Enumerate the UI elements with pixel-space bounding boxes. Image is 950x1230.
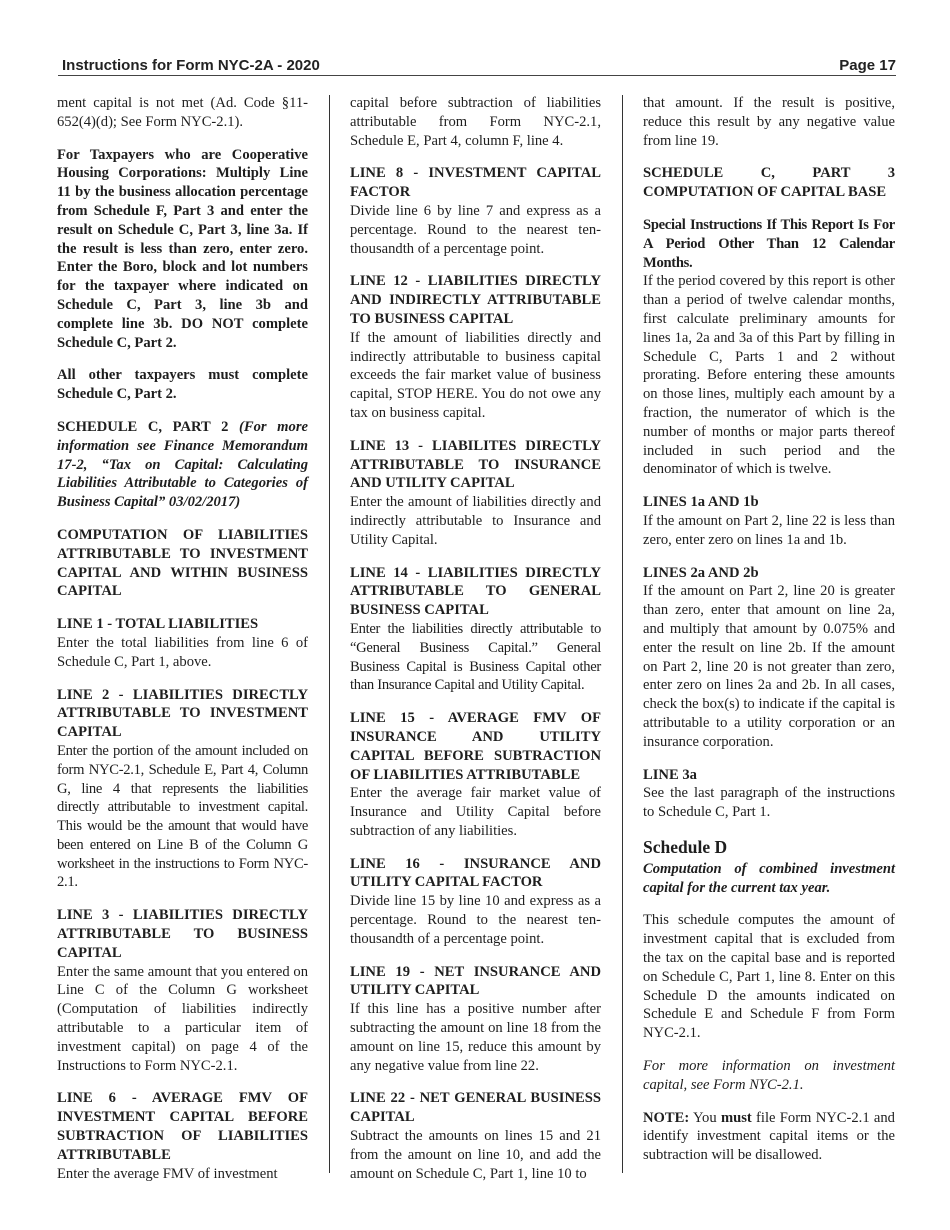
column-2 — [350, 94, 601, 1197]
continued-paragraph: capital before subtraction of liabilities attributable from Form NYC-2.1, Schedule E, Part 4, column F, line 4. — [350, 95, 601, 149]
line2-title: LINE 2 - LIABILITIES DIRECTLY ATTRIBUTABLE TO INVESTMENT CAPITAL — [57, 686, 308, 741]
line13-title: LINE 13 - LIABILITES DIRECTLY ATTRIBUTABLE TO INSURANCE AND UTILITY CAPITAL — [350, 437, 601, 492]
schedule-d-body: This schedule computes the amount of investment capital that is excluded from the tax on the capital base and is reported on Schedule C, Part 1, line 8. Enter on this Schedule D the amounts indicated on Schedule E and Schedule F from Form NYC-2.1. — [643, 912, 895, 1042]
line16-title: LINE 16 - INSURANCE AND UTILITY CAPITAL FACTOR — [350, 855, 601, 891]
line6-body: Enter the average FMV of investment — [57, 1165, 278, 1182]
line3-title: LINE 3 - LIABILITIES DIRECTLY ATTRIBUTABLE TO BUSINESS CAPITAL — [57, 907, 308, 961]
line15-body: Enter the average fair market value of Insurance and Utility Capital before subtraction of any liabilities. — [350, 785, 601, 839]
schedule-c-part2-note: (For more information see Finance Memorandum 17-2, “Tax on Capital: Calculating Liabilities Attributable to Categories of Business Capital” 03/02/2017) — [57, 418, 308, 511]
line16-section — [350, 855, 601, 949]
header-rule — [58, 75, 896, 76]
line16-body: Divide line 15 by line 10 and express as a percentage. Round to the nearest ten-thousandth of a percentage point. — [350, 893, 601, 947]
computation-heading: COMPUTATION OF LIABILITIES ATTRIBUTABLE TO INVESTMENT CAPITAL AND WITHIN BUSINESS CAPITAL — [57, 526, 308, 600]
lines-2a-2b-body: If the amount on Part 2, line 20 is greater than zero, enter that amount on line 2a, and multiply that amount by 0.075% and enter the result on line 2b. If the amount on Part 2, line 20 is not greater than zero, enter zero on lines 2a and 2b. In all cases, check the box(s) to indicate if the capital is attributable to a utility corporation or an insurance corporation. — [643, 583, 895, 750]
line3a-body: See the last paragraph of the instructions to Schedule C, Part 1. — [643, 785, 895, 821]
line3a-title: LINE 3a — [643, 766, 697, 783]
line14-body: Enter the liabilities directly attributable to “General Business Capital.” General Business Capital is Business Capital other than Insurance Capital and Utility Capital. — [350, 620, 601, 694]
schedule-c-part2-intro — [57, 418, 308, 512]
schedule-c-part3-heading: SCHEDULE C, PART 3 COMPUTATION OF CAPITAL BASE — [643, 165, 895, 201]
line22-section — [350, 1089, 601, 1183]
note-must: must — [720, 1109, 752, 1126]
line15-section — [350, 709, 601, 841]
line3a-section — [643, 766, 895, 822]
line6-title: LINE 6 - AVERAGE FMV OF INVESTMENT CAPITAL BEFORE SUBTRACTION OF LIABILITIES ATTRIBUTABLE — [57, 1090, 308, 1163]
line22-body: Subtract the amounts on lines 15 and 21 from the amount on line 10, and add the amount on Schedule C, Part 1, line 10 to — [350, 1128, 601, 1182]
line12-section — [350, 272, 601, 422]
lines-1a-1b-title: LINES 1a AND 1b — [643, 494, 759, 511]
note-label: NOTE: — [643, 1109, 690, 1126]
more-info-note: For more information on investment capital, see Form NYC-2.1. — [643, 1058, 895, 1093]
document-title: Instructions for Form NYC-2A - 2020 — [62, 57, 320, 74]
page-number: Page 17 — [839, 57, 896, 74]
column-divider-2 — [622, 95, 623, 1173]
lines-2a-2b-section — [643, 564, 895, 752]
line2-body: Enter the portion of the amount included on form NYC-2.1, Schedule E, Part 4, Column G, line 4 that represents the liabilities directly attributable to investment capital. This would be the amount that would have been entered on Line B of the Column G worksheet in the instructions to Form NYC-2.1. — [57, 742, 308, 891]
line6-section — [57, 1089, 308, 1183]
line22-title: LINE 22 - NET GENERAL BUSINESS CAPITAL — [350, 1090, 601, 1126]
line1-section — [57, 615, 308, 671]
note-you: You — [692, 1109, 717, 1126]
line8-title: LINE 8 - INVESTMENT CAPITAL FACTOR — [350, 165, 601, 201]
other-taxpayers-note: All other taxpayers must complete Schedule C, Part 2. — [57, 367, 308, 403]
page-header — [62, 57, 896, 74]
line19-title: LINE 19 - NET INSURANCE AND UTILITY CAPITAL — [350, 963, 601, 999]
column-1 — [57, 94, 308, 1197]
line12-body: If the amount of liabilities directly and indirectly attributable to business capital exceeds the fair market value of business capital, STOP HERE. You do not owe any tax on business capital. — [350, 329, 601, 421]
line8-section — [350, 164, 601, 258]
note-rest: file Form NYC-2.1 and identify investment capital items or the subtraction will be disallowed. — [643, 1109, 895, 1164]
schedule-c-part2-title: SCHEDULE C, PART 2 — [57, 418, 229, 435]
line8-body: Divide line 6 by line 7 and express as a percentage. Round to the nearest ten-thousandth of a percentage point. — [350, 202, 601, 257]
line19-section — [350, 963, 601, 1076]
special-instructions-body: If the period covered by this report is other than a period of twelve calendar months, first calculate preliminary amounts for lines 1a, 2a and 3a of this Part by filling in Schedule C, Parts 1 and 2 without prorating. Before entering these amounts on those lines, multiply each amount by a fraction, the numerator of which is the number of months or major parts thereof included in such period and the denominator of which is twelve. — [643, 273, 895, 478]
line19-body: If this line has a positive number after subtracting the amount on line 18 from the amount on line 15, reduce this amount by any negative value from line 22. — [350, 1001, 601, 1074]
line1-title: LINE 1 - TOTAL LIABILITIES — [57, 616, 259, 633]
column-3 — [643, 94, 895, 1179]
schedule-d-title: Schedule D — [643, 836, 728, 857]
line3-section — [57, 906, 308, 1075]
lines-1a-1b-section — [643, 493, 895, 549]
line2-section — [57, 686, 308, 893]
lines-2a-2b-title: LINES 2a AND 2b — [643, 564, 759, 581]
continued-paragraph: that amount. If the result is positive, reduce this result by any negative value from line 19. — [643, 95, 895, 149]
line13-section — [350, 437, 601, 550]
column-divider-1 — [329, 95, 330, 1173]
line14-title: LINE 14 - LIABILITIES DIRECTLY ATTRIBUTABLE TO GENERAL BUSINESS CAPITAL — [350, 564, 601, 619]
line15-title: LINE 15 - AVERAGE FMV OF INSURANCE AND UTILITY CAPITAL BEFORE SUBTRACTION OF LIABILITIES ATTRIBUTABLE — [350, 710, 601, 783]
coop-housing-instructions: For Taxpayers who are Cooperative Housing Corporations: Multiply Line 11 by the business allocation percentage from Schedule F, Part 3 and enter the result on Schedule C, Part 3, line 3a. If the result is less than zero, enter zero. Enter the Boro, block and lot numbers for the taxpayer where indicated on Schedule C, Part 3, line 3b and complete line 3b. DO NOT complete Schedule C, Part 2. — [57, 146, 308, 351]
line3-body: Enter the same amount that you entered on Line C of the Column G worksheet (Computation of liabilities indirectly attributable to a particular item of investment capital) on page 4 of the Instructions to Form NYC-2.1. — [57, 963, 308, 1074]
schedule-d-subtitle: Computation of combined investment capital for the current tax year. — [643, 860, 895, 896]
lines-1a-1b-body: If the amount on Part 2, line 22 is less than zero, enter zero on lines 1a and 1b. — [643, 512, 895, 548]
note-paragraph — [643, 1109, 895, 1165]
line1-body: Enter the total liabilities from line 6 of Schedule C, Part 1, above. — [57, 634, 308, 670]
line13-body: Enter the amount of liabilities directly and indirectly attributable to Insurance and Utility Capital. — [350, 494, 601, 548]
line14-section — [350, 564, 601, 696]
special-instructions-title: Special Instructions If This Report Is For A Period Other Than 12 Calendar Months. — [643, 216, 895, 271]
special-instructions-section — [643, 216, 895, 479]
continued-paragraph: ment capital is not met (Ad. Code §11-652(4)(d); See Form NYC-2.1). — [57, 95, 308, 130]
line12-title: LINE 12 - LIABILITIES DIRECTLY AND INDIRECTLY ATTRIBUTABLE TO BUSINESS CAPITAL — [350, 273, 601, 327]
